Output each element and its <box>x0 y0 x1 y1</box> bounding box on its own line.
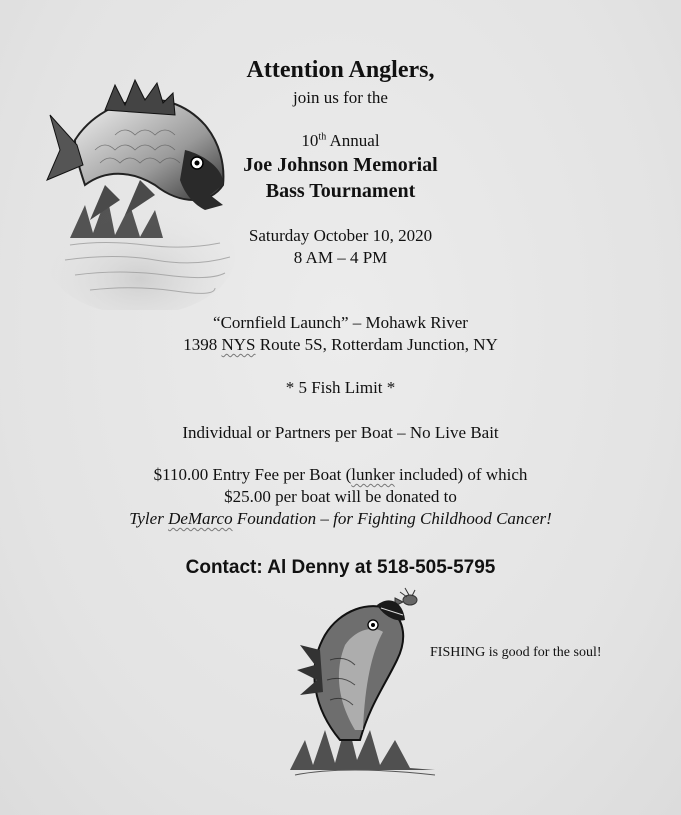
tournament-name-line1: Joe Johnson Memorial <box>243 154 438 176</box>
contact-info: Contact: Al Denny at 518-505-5795 <box>185 557 496 578</box>
launch-location: “Cornfield Launch” – Mohawk River <box>213 313 468 332</box>
tournament-name-line2: Bass Tournament <box>265 180 416 202</box>
donation-line: $25.00 per boat will be donated to <box>224 487 457 506</box>
fish-limit: * 5 Fish Limit * <box>285 378 396 397</box>
event-date: Saturday October 10, 2020 <box>248 226 433 245</box>
headline-subtitle: join us for the <box>293 88 388 107</box>
annual-line: 10th Annual <box>301 131 380 150</box>
event-time: 8 AM – 4 PM <box>293 248 388 267</box>
entry-rules: Individual or Partners per Boat – No Live Bait <box>182 423 499 442</box>
entry-fee-line: $110.00 Entry Fee per Boat (lunker included) of which <box>153 465 528 484</box>
foundation-line: Tyler DeMarco Foundation – for Fighting Childhood Cancer! <box>129 509 552 528</box>
headline: Attention Anglers, <box>246 57 435 83</box>
fishing-motto: FISHING is good for the soul! <box>430 645 602 660</box>
jumping-bass-with-lure-icon <box>285 580 445 780</box>
street-address: 1398 NYS Route 5S, Rotterdam Junction, NY <box>183 335 498 354</box>
